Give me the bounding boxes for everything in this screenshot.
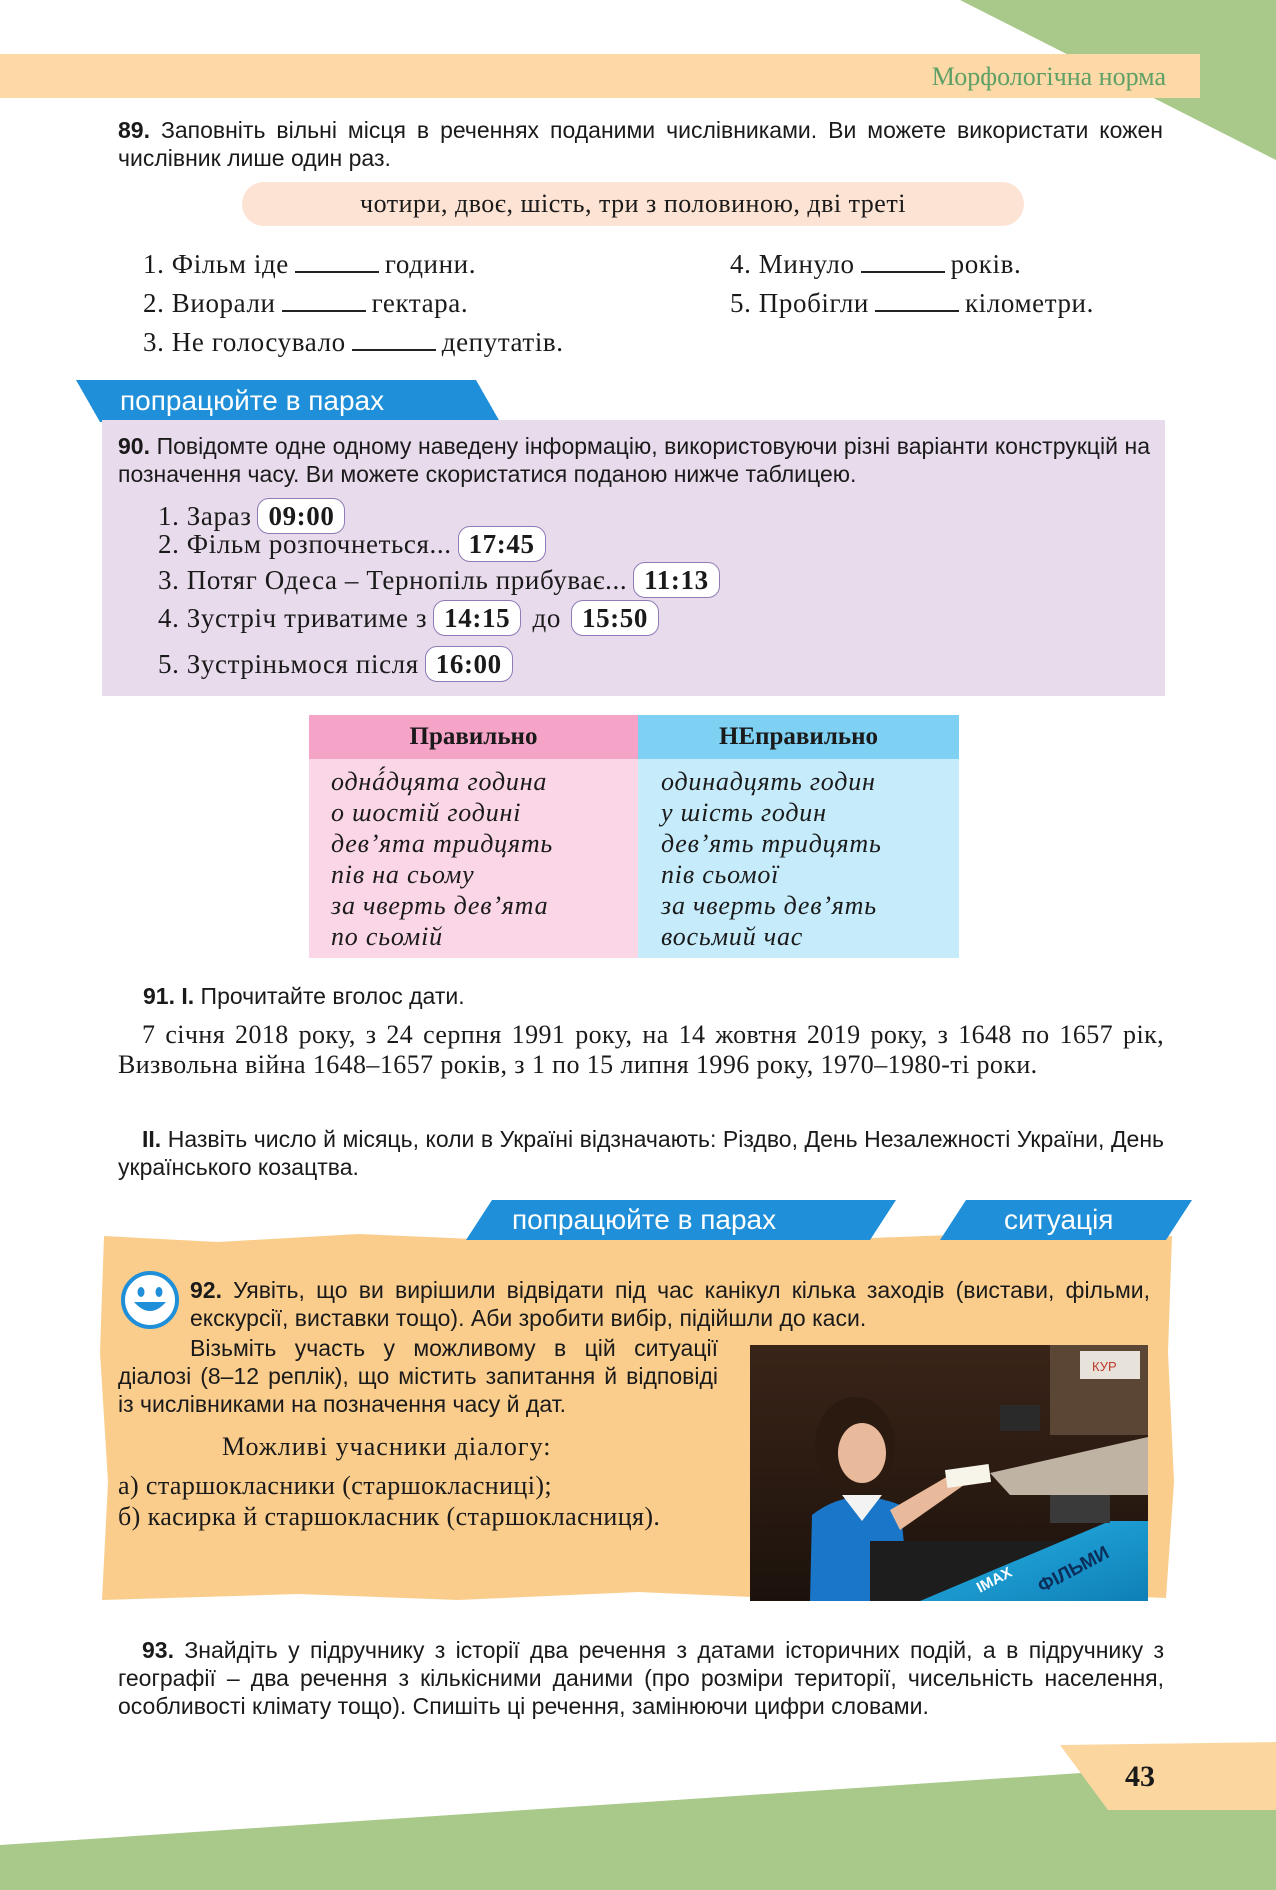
task-91-part2: II. Назвіть число й місяць, коли в Україні відзначають: Різдво, День Незалежності України, День українського козацтва. xyxy=(118,1126,1165,1180)
table-header-correct-label: Правильно xyxy=(409,723,538,750)
time-box: 14:15 xyxy=(433,600,521,636)
task-90-line: 5. Зустріньмося після 16:00 xyxy=(158,646,513,682)
task-90-line: 3. Потяг Одеса – Тернопіль прибуває... 11:13 xyxy=(158,562,720,598)
table-cell: по сьомій xyxy=(331,922,443,951)
time-box: 09:00 xyxy=(257,498,345,534)
table-correct-list xyxy=(331,766,553,952)
table-wrong-list xyxy=(661,766,882,952)
table-cell: за чверть дев’ять xyxy=(661,891,877,920)
page-number: 43 xyxy=(1125,1760,1155,1793)
time-box: 17:45 xyxy=(458,526,546,562)
table-cell: о шостій годині xyxy=(331,798,522,827)
photo-sign: КУР xyxy=(1092,1359,1117,1374)
table-cell: дев’ять тридцять xyxy=(661,829,882,858)
time-box: 15:50 xyxy=(571,600,659,636)
time-box: 11:13 xyxy=(633,562,720,598)
task-89-item: 3. Не голосувало депутатів. xyxy=(143,327,564,357)
table-cell: пів на сьому xyxy=(331,860,475,889)
photo-counter-text: ФІЛЬМИ xyxy=(1034,1542,1113,1598)
task-90-number: 90. xyxy=(118,433,150,459)
task-91-dates: 7 січня 2018 року, з 24 серпня 1991 року, на 14 жовтня 2019 року, з 1648 по 1657 рік, Визвольна війна 1648–1657 років, з 1 по 15 липня 1996 року, 1970–1980-ті роки. xyxy=(118,1020,1164,1079)
table-cell: пів сьомої xyxy=(661,860,780,889)
table-cell: восьмий час xyxy=(661,922,804,951)
participant-option: а) старшокласники (старшокласниці); xyxy=(118,1471,553,1500)
task-92-text1: 92. Уявіть, що ви вирішили відвідати під час канікул кілька заходів (вистави, фільми, екскурсії, виставки тощо). Аби зробити вибір, підійшли до каси. xyxy=(190,1277,1151,1331)
task-89-text xyxy=(118,116,1163,172)
smiley-icon xyxy=(120,1270,180,1330)
task-90-text xyxy=(118,432,1150,488)
task-92-text2: Візьміть участь у можливому в цій ситуації діалозі (8–12 реплік), що містить запитання й відповіді із числівниками на позначення часу й дат. xyxy=(118,1335,718,1417)
time-box: 16:00 xyxy=(425,646,513,682)
task-90-line: 4. Зустріч триватиме з 14:15 до 15:50 xyxy=(158,600,659,636)
banner-pairs-label: попрацюйте в парах xyxy=(120,385,385,416)
photo-counter-logo: IMAX xyxy=(973,1563,1015,1597)
task-89-item: 5. Пробігли кілометри. xyxy=(730,288,1094,318)
table-cell: за чверть дев’ята xyxy=(331,891,549,920)
table-cell: у шість годин xyxy=(661,798,827,827)
banner-situation-label: ситуація xyxy=(1004,1204,1114,1235)
task-90-instruction: Повідомте одне одному наведену інформацію, використовуючи різні варіанти конструкцій на позначення часу. Ви можете скористатися поданою нижче таблицею. xyxy=(118,433,1150,487)
table-header-wrong-label: НЕправильно xyxy=(719,723,878,750)
task-89-item: 2. Виорали гектара. xyxy=(143,288,469,318)
task-89-number: 89. xyxy=(118,117,150,143)
task-91-part1: 91. I. Прочитайте вголос дати. xyxy=(143,983,465,1009)
participants-list xyxy=(118,1470,678,1532)
task-89-instruction: Заповніть вільні місця в реченнях поданими числівниками. Ви можете використати кожен числівник лише один раз. xyxy=(118,117,1164,171)
task-93-text: 93. Знайдіть у підручнику з історії два речення з датами історичних подій, а в підручнику з географії – два речення з кількісними даними (про розміри території, чисельність населення, особливості клімату тощо). Спишіть ці речення, замінюючи цифри словами. xyxy=(118,1637,1165,1719)
task-89-item: 1. Фільм іде години. xyxy=(143,249,477,279)
table-cell: одинадцять годин xyxy=(661,767,876,796)
table-cell: дев’ята тридцять xyxy=(331,829,554,858)
task-90-line: 1. Зараз 09:00 xyxy=(158,498,345,534)
word-bank: чотири, двоє, шість, три з половиною, дві треті xyxy=(242,182,1024,226)
header-title: Морфологічна норма xyxy=(931,62,1166,91)
table-cell: однá́дцята година xyxy=(331,767,548,796)
box-office-photo xyxy=(750,1345,1148,1601)
banner-pairs-2-label: попрацюйте в парах xyxy=(512,1204,777,1235)
participants-title: Можливі учасники діалогу: xyxy=(222,1432,552,1461)
participant-option: б) касирка й старшокласник (старшокласниця). xyxy=(118,1502,661,1531)
task-90-line: 2. Фільм розпочнеться... 17:45 xyxy=(158,526,546,562)
task-89-item: 4. Минуло років. xyxy=(730,249,1022,279)
